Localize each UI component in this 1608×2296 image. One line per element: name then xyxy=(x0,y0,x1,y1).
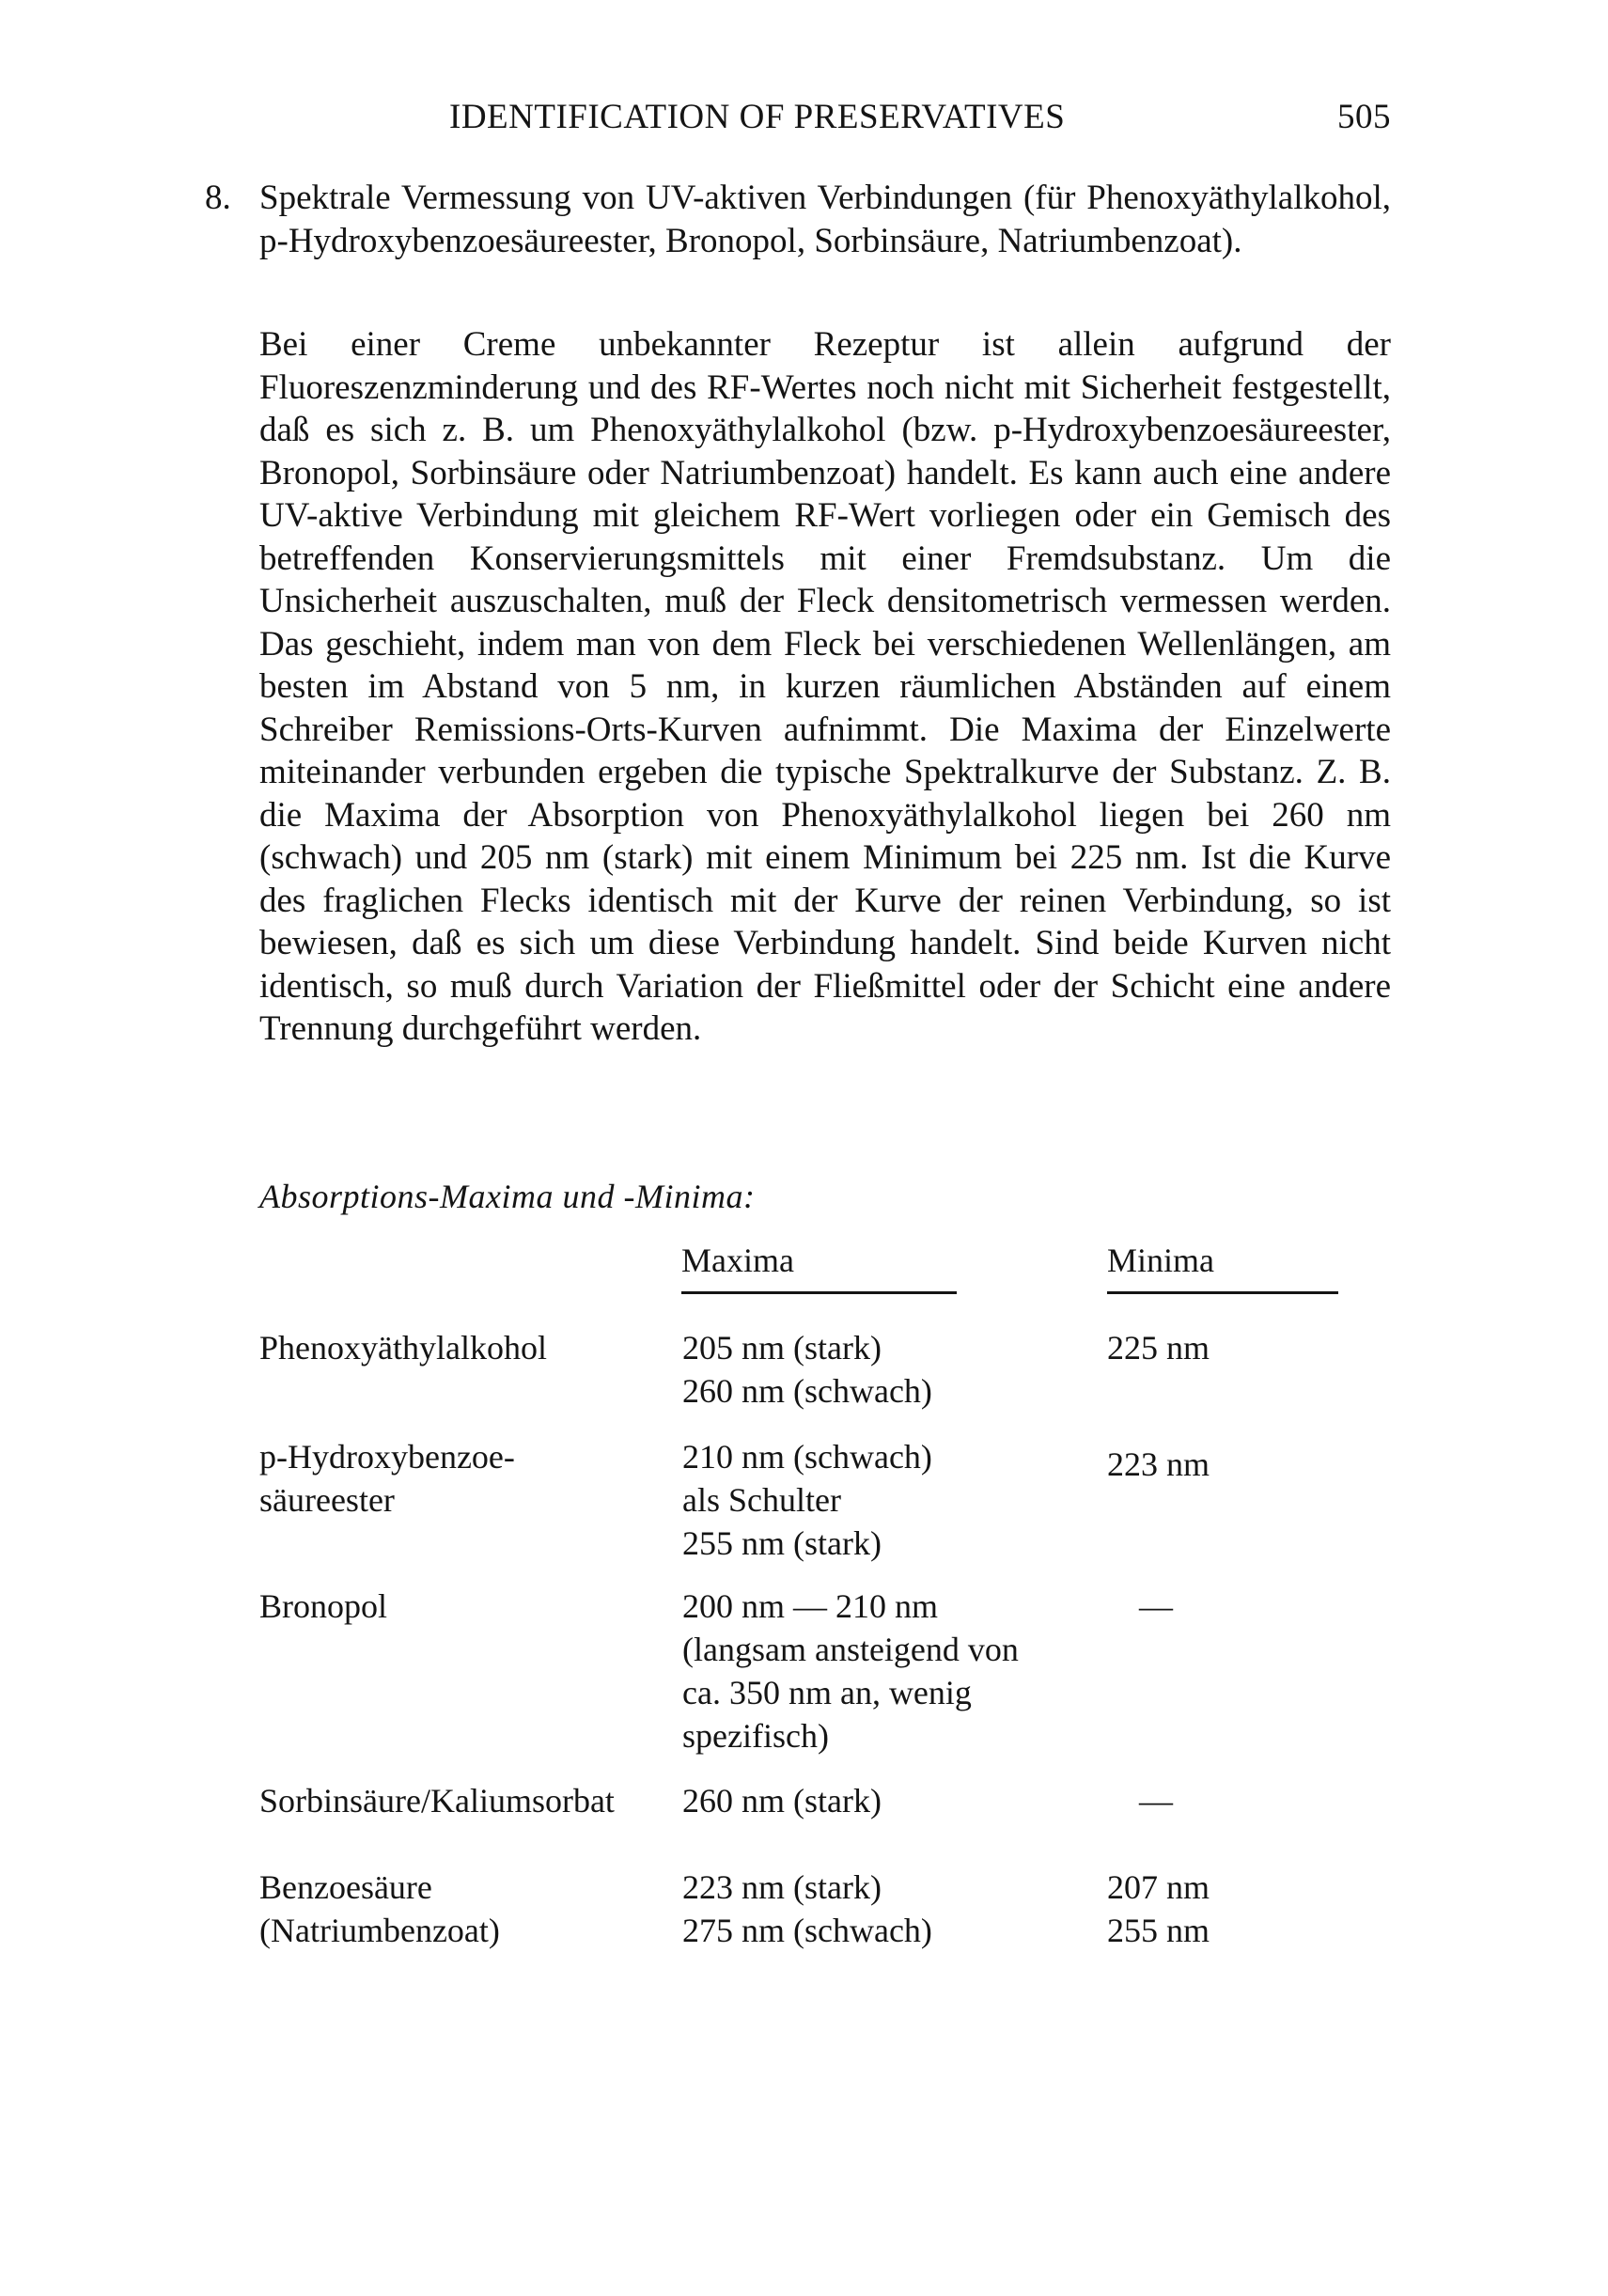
minima-line: — xyxy=(1139,1587,1173,1625)
substance-cell xyxy=(259,1779,682,1822)
list-item-text: Spektrale Vermessung von UV-aktiven Verbindungen (für Phenoxyäthylalkohol, p-Hydroxybenzoesäureester, Bronopol, Sorbinsäure, Natriumbenzoat). xyxy=(259,179,1391,260)
running-head xyxy=(449,94,1391,141)
table-heading: Absorptions-Maxima und -Minima: xyxy=(259,1178,756,1215)
substance-line: Sorbinsäure/Kaliumsorbat xyxy=(259,1782,615,1820)
maxima-cell xyxy=(682,1326,1086,1413)
maxima-line: 260 nm (stark) xyxy=(682,1782,882,1820)
minima-line: 207 nm xyxy=(1107,1868,1210,1906)
substance-line: (Natriumbenzoat) xyxy=(259,1912,500,1949)
substance-line: Benzoesäure xyxy=(259,1868,432,1906)
substance-line: p-Hydroxybenzoe- xyxy=(259,1438,515,1476)
substance-cell xyxy=(259,1435,682,1522)
maxima-line: 210 nm (schwach) xyxy=(682,1438,932,1476)
maxima-line: ca. 350 nm an, wenig xyxy=(682,1674,972,1711)
maxima-line: 223 nm (stark) xyxy=(682,1868,882,1906)
maxima-cell xyxy=(682,1585,1086,1757)
maxima-cell xyxy=(682,1779,1086,1822)
substance-cell xyxy=(259,1326,682,1369)
substance-cell xyxy=(259,1585,682,1628)
minima-cell xyxy=(1107,1443,1342,1486)
column-header-maxima: Maxima xyxy=(681,1239,957,1294)
substance-cell xyxy=(259,1866,682,1952)
minima-cell xyxy=(1107,1866,1342,1952)
minima-line: 223 nm xyxy=(1107,1445,1210,1483)
maxima-cell xyxy=(682,1866,1086,1952)
running-head-title: IDENTIFICATION OF PRESERVATIVES xyxy=(449,98,1066,136)
body-paragraph: Bei einer Creme unbekannter Rezeptur ist allein aufgrund der Fluoreszenzminderung und des RF-Wertes noch nicht mit Sicherheit festgestellt, daß es sich z. B. um Phenoxyäthylalkohol (bzw. p-Hydroxybenzoesäureester, Bronopol, Sorbinsäure oder Natriumbenzoat) handelt. Es kann auch eine andere UV-aktive Verbindung mit gleichem RF-Wert vorliegen oder ein Gemisch des betreffenden Konservierungsmittels mit einer Fremdsubstanz. Um die Unsicherheit auszuschalten, muß der Fleck densitometrisch vermessen werden. Das geschieht, indem man von dem Fleck bei verschiedenen Wellenlängen, am besten im Abstand von 5 nm, in kurzen räumlichen Abständen auf einem Schreiber Remissions-Orts-Kurven aufnimmt. Die Maxima der Einzelwerte miteinander verbunden ergeben die typische Spektralkurve der Substanz. Z. B. die Maxima der Absorption von Phenoxyäthylalkohol liegen bei 260 nm (schwach) und 205 nm (stark) mit einem Minimum bei 225 nm. Ist die Kurve des fraglichen Flecks identisch mit der Kurve der reinen Verbindung, so ist bewiesen, daß es sich um diese Verbindung handelt. Sind beide Kurven nicht identisch, so muß durch Variation der Fließmittel oder der Schicht eine andere Trennung durchgeführt werden. xyxy=(259,325,1391,1048)
column-header-minima: Minima xyxy=(1107,1239,1338,1294)
minima-line: 225 nm xyxy=(1107,1329,1210,1367)
maxima-line: (langsam ansteigend von xyxy=(682,1631,1019,1668)
maxima-line: als Schulter xyxy=(682,1481,841,1519)
maxima-line: 260 nm (schwach) xyxy=(682,1372,932,1410)
maxima-cell xyxy=(682,1435,1086,1565)
substance-line: säureester xyxy=(259,1481,395,1519)
maxima-line: 275 nm (schwach) xyxy=(682,1912,932,1949)
minima-cell xyxy=(1139,1585,1374,1628)
list-item-number: 8. xyxy=(205,179,231,217)
maxima-line: 200 nm — 210 nm xyxy=(682,1587,939,1625)
substance-line: Phenoxyäthylalkohol xyxy=(259,1329,547,1367)
maxima-line: spezifisch) xyxy=(682,1717,829,1755)
minima-cell xyxy=(1107,1326,1342,1369)
page-number: 505 xyxy=(1337,98,1391,136)
maxima-line: 255 nm (stark) xyxy=(682,1524,882,1562)
minima-line: 255 nm xyxy=(1107,1912,1210,1949)
minima-line: — xyxy=(1139,1782,1173,1820)
maxima-line: 205 nm (stark) xyxy=(682,1329,882,1367)
list-item-8 xyxy=(205,177,1391,262)
minima-cell xyxy=(1139,1779,1374,1822)
substance-line: Bronopol xyxy=(259,1587,388,1625)
